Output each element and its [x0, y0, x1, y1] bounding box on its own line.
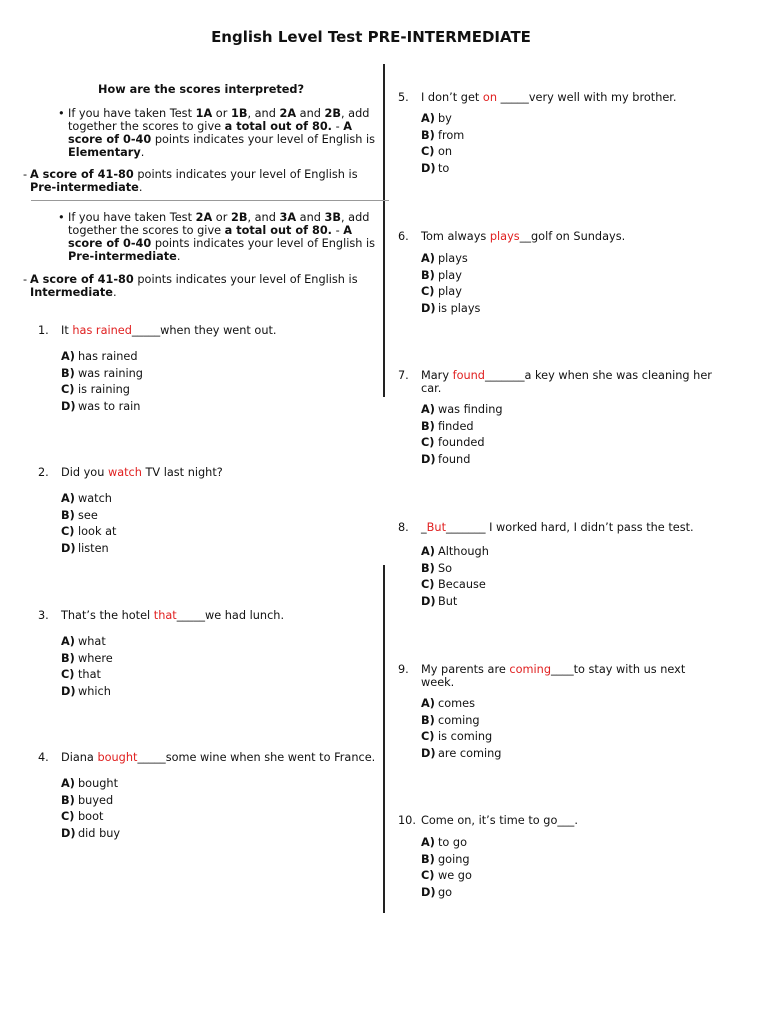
question-number: 9. — [398, 663, 409, 676]
options-1 — [61, 349, 143, 415]
question-3 — [38, 610, 378, 623]
option[interactable]: B) where — [61, 651, 113, 665]
question-5 — [398, 92, 728, 105]
scores-block-1 — [58, 107, 378, 159]
question-9 — [398, 664, 708, 689]
option[interactable]: B) was raining — [61, 366, 143, 380]
option[interactable]: B) play — [421, 268, 462, 282]
option[interactable]: A) comes — [421, 697, 475, 710]
answer-word: watch — [107, 466, 142, 479]
scores-heading: How are the scores interpreted? — [98, 83, 305, 96]
question-2 — [38, 467, 378, 480]
option[interactable]: A) watch — [61, 492, 112, 505]
option[interactable]: D) listen — [61, 541, 109, 555]
question-stem: Diana bought_____some wine when she went to France. — [61, 751, 376, 764]
question-7 — [398, 370, 718, 395]
option[interactable]: C) is coming — [421, 730, 493, 743]
options-7 — [421, 402, 503, 468]
option[interactable]: A) what — [61, 635, 106, 648]
option[interactable]: B) going — [421, 852, 470, 866]
question-number: 6. — [398, 230, 409, 243]
scores-block-2-text: If you have taken Test 2A or 2B, and 3A and 3B, add together the scores to give a total out of 80. - A score of 0-40 points indicates your level of English is Pre-intermediate. — [68, 211, 376, 263]
question-8 — [398, 522, 728, 535]
question-number: 1. — [38, 324, 49, 337]
option[interactable]: C) is raining — [61, 383, 130, 396]
options-3 — [61, 634, 113, 700]
question-stem: It has rained_____when they went out. — [61, 324, 277, 337]
question-stem: Tom always plays__golf on Sundays. — [421, 230, 626, 243]
option[interactable]: A) bought — [61, 777, 119, 790]
option[interactable]: C) Because — [421, 578, 486, 591]
answer-word: on — [482, 91, 497, 104]
options-10 — [421, 835, 472, 901]
question-number: 2. — [38, 466, 49, 479]
option[interactable]: D) go — [421, 885, 453, 899]
question-6 — [398, 231, 728, 244]
option[interactable]: B) finded — [421, 419, 474, 433]
option[interactable]: D) which — [61, 684, 111, 698]
option[interactable]: B) buyed — [61, 793, 114, 807]
question-number: 8. — [398, 521, 409, 534]
bullet-icon: • — [58, 211, 65, 224]
option[interactable]: A) by — [421, 112, 452, 125]
question-4 — [38, 752, 380, 765]
question-stem: Come on, it’s time to go___. — [421, 814, 578, 827]
option[interactable]: C) founded — [421, 436, 485, 449]
option[interactable]: C) boot — [61, 810, 104, 823]
question-number: 4. — [38, 751, 49, 764]
answer-word: coming — [509, 663, 551, 676]
option[interactable]: A) plays — [421, 252, 468, 265]
option[interactable]: D) found — [421, 452, 471, 466]
column-divider-upper — [383, 64, 385, 397]
answer-word: plays — [489, 230, 520, 243]
question-10 — [398, 815, 728, 828]
option[interactable]: A) to go — [421, 836, 468, 849]
question-number: 5. — [398, 91, 409, 104]
options-2 — [61, 491, 116, 557]
option[interactable]: A) Although — [421, 545, 489, 558]
question-stem: That’s the hotel that_____we had lunch. — [61, 609, 285, 622]
options-4 — [61, 776, 120, 842]
question-stem: Did you watch TV last night? — [61, 466, 223, 479]
scores-line-1: - A score of 41-80 points indicates your level of English is Pre-intermediate. — [23, 168, 358, 194]
option[interactable]: C) look at — [61, 525, 117, 538]
option[interactable]: D) did buy — [61, 826, 121, 840]
scores-block-2 — [58, 211, 378, 263]
option[interactable]: D) But — [421, 594, 458, 608]
question-stem: My parents are coming____to stay with us next week. — [421, 663, 686, 689]
question-number: 3. — [38, 609, 49, 622]
question-stem: _But_______ I worked hard, I didn’t pass the test. — [421, 521, 694, 534]
option[interactable]: D) are coming — [421, 746, 502, 760]
option[interactable]: A) has rained — [61, 350, 138, 363]
answer-word: that — [153, 609, 177, 622]
options-5 — [421, 111, 464, 177]
options-8 — [421, 544, 489, 610]
option[interactable]: B) see — [61, 508, 98, 522]
option[interactable]: B) So — [421, 561, 453, 575]
column-divider-lower — [383, 565, 385, 913]
option[interactable]: C) we go — [421, 869, 472, 882]
options-6 — [421, 251, 480, 317]
option[interactable]: D) was to rain — [61, 399, 141, 413]
option[interactable]: B) coming — [421, 713, 480, 727]
answer-word: found — [452, 369, 485, 382]
section-divider — [31, 200, 389, 201]
scores-line-2: - A score of 41-80 points indicates your level of English is Intermediate. — [23, 273, 358, 299]
question-stem: Mary found_______a key when she was cleaning her car. — [421, 369, 712, 395]
question-stem: I don’t get on _____very well with my brother. — [421, 91, 677, 104]
option[interactable]: D) to — [421, 161, 450, 175]
answer-word: bought — [97, 751, 138, 764]
option[interactable]: D) is plays — [421, 301, 481, 315]
scores-block-1-text: If you have taken Test 1A or 1B, and 2A and 2B, add together the scores to give a total out of 80. - A score of 0-40 points indicates your level of English is Elementary. — [68, 107, 376, 159]
answer-word: has rained — [72, 324, 132, 337]
option[interactable]: C) on — [421, 145, 453, 158]
options-9 — [421, 696, 501, 762]
option[interactable]: C) that — [61, 668, 101, 681]
bullet-icon: • — [58, 107, 65, 120]
option[interactable]: A) was finding — [421, 403, 503, 416]
question-number: 7. — [398, 369, 409, 382]
page-title: English Level Test PRE-INTERMEDIATE — [211, 28, 531, 46]
option[interactable]: B) from — [421, 128, 465, 142]
question-number: 10. — [398, 814, 416, 827]
option[interactable]: C) play — [421, 285, 462, 298]
answer-word: But — [426, 521, 446, 534]
question-1 — [38, 325, 378, 338]
